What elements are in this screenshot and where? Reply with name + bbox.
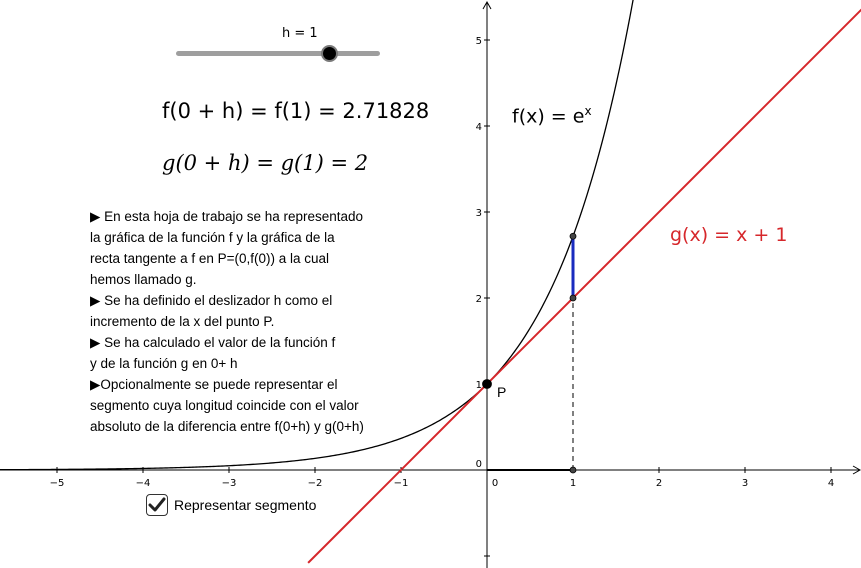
description-line: incremento de la x del punto P. (90, 314, 275, 329)
x-tick-label: −4 (135, 478, 151, 489)
point-p (483, 380, 492, 389)
g-line (308, 6, 861, 563)
y-tick-label: 5 (475, 36, 482, 47)
description-line: la gráfica de la función f y la gráfica de la (90, 230, 335, 245)
description-line: y de la función g en 0+ h (90, 356, 238, 371)
y-tick-label: 1 (475, 380, 482, 391)
point (570, 467, 576, 473)
description-text (90, 206, 390, 437)
f-label-base: f(x) = e (512, 105, 585, 128)
f-function-label (512, 104, 592, 127)
y-tick-label: 2 (475, 294, 482, 305)
y-tick-label: 3 (475, 208, 482, 219)
g-evaluation-text: g(0 + h) = g(1) = 2 (162, 151, 369, 175)
x-tick-label: −2 (307, 478, 323, 489)
slider-label: h = 1 (282, 26, 318, 41)
x-tick-label: 1 (569, 478, 577, 489)
representar-segmento-checkbox-row[interactable] (146, 494, 316, 516)
description-line: recta tangente a f en P=(0,f(0)) a la cual (90, 251, 330, 266)
x-tick-label: 3 (741, 478, 749, 489)
description-line: absoluto de la diferencia entre f(0+h) y g(0+h) (90, 419, 364, 434)
x-tick-label: 2 (655, 478, 663, 489)
y-tick-label: 0 (475, 459, 482, 470)
description-line: hemos llamado g. (90, 272, 197, 287)
x-tick-label: −3 (221, 478, 237, 489)
points (483, 233, 577, 473)
y-tick-label: 4 (475, 122, 482, 133)
checkbox-label: Representar segmento (174, 497, 317, 513)
x-tick-label: −5 (49, 478, 65, 489)
description-line: ▶Opcionalmente se puede representar el (90, 377, 338, 392)
description-line: ▶ En esta hoja de trabajo se ha representado (90, 209, 364, 224)
x-tick-label: 4 (827, 478, 835, 489)
x-tick-label: −1 (393, 478, 409, 489)
f-label-exponent: x (584, 104, 592, 118)
point (570, 233, 576, 239)
g-function-label: g(x) = x + 1 (670, 224, 788, 246)
description-line: ▶ Se ha definido el deslizador h como el (90, 293, 333, 308)
x-tick-label: 0 (491, 478, 499, 489)
checkmark-icon (148, 497, 166, 513)
point (570, 295, 576, 301)
representar-segmento-checkbox[interactable] (146, 494, 168, 516)
point-p-label: P (497, 384, 507, 400)
f-evaluation-text: f(0 + h) = f(1) = 2.71828 (162, 99, 430, 123)
description-line: segmento cuya longitud coincide con el valor (90, 398, 359, 413)
description-line: ▶ Se ha calculado el valor de la función f (90, 335, 336, 350)
slider-h[interactable] (176, 51, 380, 56)
slider-handle[interactable] (321, 45, 338, 62)
